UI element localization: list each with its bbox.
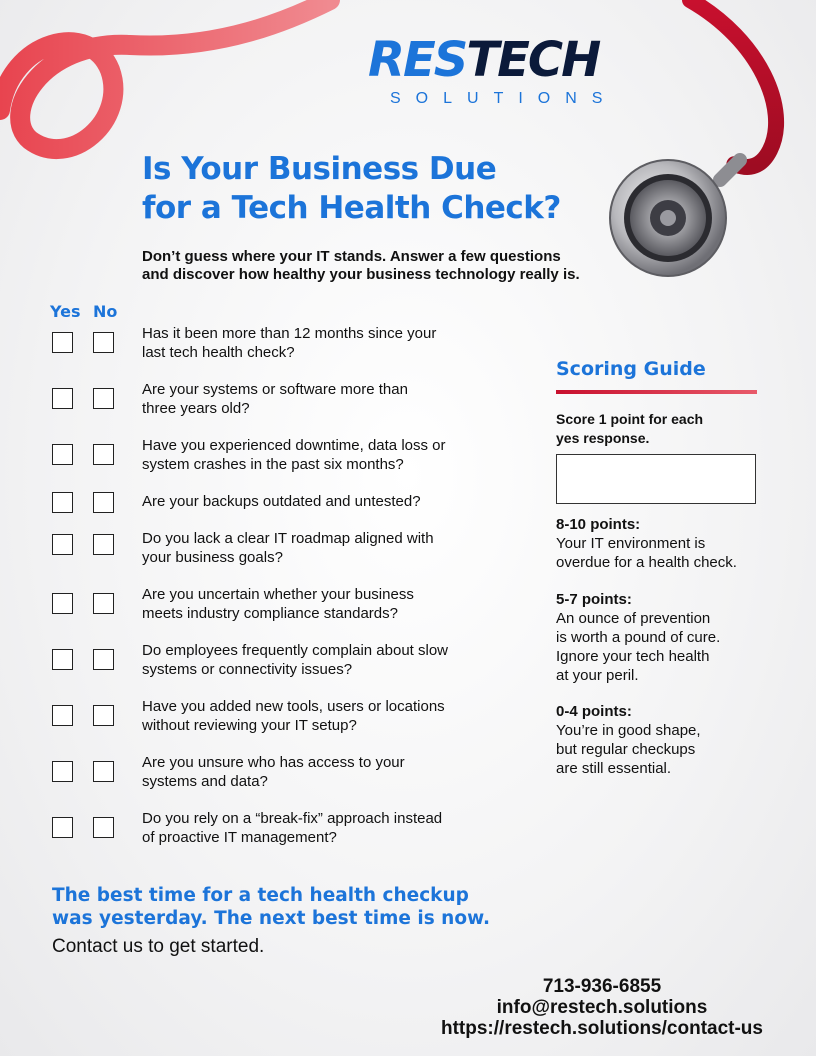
page-title: Is Your Business Due for a Tech Health Check? xyxy=(142,151,561,226)
score-tier-mid: 5-7 points: An ounce of prevention is worth a pound of cure. Ignore your tech health at your peril. xyxy=(556,591,721,684)
question-text: Do you lack a clear IT roadmap aligned with your business goals? xyxy=(142,530,434,566)
restech-logo xyxy=(368,30,648,112)
call-to-action: The best time for a tech health checkup was yesterday. The next best time is now. xyxy=(52,885,491,929)
yes-checkbox[interactable] xyxy=(52,332,73,353)
no-checkbox[interactable] xyxy=(93,534,114,555)
scoring-guide-divider xyxy=(556,390,757,394)
question-text: Are your systems or software more than three years old? xyxy=(142,381,408,417)
question-row xyxy=(52,697,502,737)
question-row xyxy=(52,436,502,476)
question-text: Do employees frequently complain about slow systems or connectivity issues? xyxy=(142,642,448,678)
yes-checkbox[interactable] xyxy=(52,817,73,838)
no-checkbox[interactable] xyxy=(93,388,114,409)
question-row xyxy=(52,753,502,793)
question-row xyxy=(52,324,502,364)
yes-checkbox[interactable] xyxy=(52,492,73,513)
logo-wordmark: RESTECH xyxy=(368,32,600,88)
no-checkbox[interactable] xyxy=(93,332,114,353)
question-text: Are you unsure who has access to your systems and data? xyxy=(142,754,405,790)
question-text: Are you uncertain whether your business meets industry compliance standards? xyxy=(142,586,414,622)
contact-block xyxy=(420,976,784,1039)
scoring-guide-title: Scoring Guide xyxy=(556,358,706,380)
email-link[interactable]: info@restech.solutions xyxy=(496,997,708,1018)
score-tier-low: 0-4 points: You’re in good shape, but regular checkups are still essential. xyxy=(556,703,701,777)
question-row xyxy=(52,585,502,625)
yes-checkbox[interactable] xyxy=(52,705,73,726)
yes-checkbox[interactable] xyxy=(52,593,73,614)
no-checkbox[interactable] xyxy=(93,817,114,838)
yes-checkbox[interactable] xyxy=(52,534,73,555)
no-column-header: No xyxy=(93,302,118,321)
website-link[interactable]: https://restech.solutions/contact-us xyxy=(441,1018,763,1039)
no-checkbox[interactable] xyxy=(93,649,114,670)
question-row xyxy=(52,641,502,681)
yes-checkbox[interactable] xyxy=(52,444,73,465)
no-checkbox[interactable] xyxy=(93,761,114,782)
question-row xyxy=(52,529,502,569)
question-text: Has it been more than 12 months since your last tech health check? xyxy=(142,325,437,361)
question-row xyxy=(52,380,502,420)
no-checkbox[interactable] xyxy=(93,593,114,614)
question-text: Do you rely on a “break-fix” approach instead of proactive IT management? xyxy=(142,810,443,846)
score-tier-high: 8-10 points: Your IT environment is overdue for a health check. xyxy=(556,516,737,571)
contact-prompt: Contact us to get started. xyxy=(52,936,265,957)
no-checkbox[interactable] xyxy=(93,705,114,726)
no-checkbox[interactable] xyxy=(93,492,114,513)
question-row xyxy=(52,809,502,849)
question-text: Have you experienced downtime, data loss or system crashes in the past six months? xyxy=(142,437,446,473)
score-input-box[interactable] xyxy=(556,454,756,504)
page-subtitle: Don’t guess where your IT stands. Answer a few questions and discover how healthy your business technology really is. xyxy=(142,248,580,283)
yes-column-header: Yes xyxy=(50,302,81,321)
yes-checkbox[interactable] xyxy=(52,649,73,670)
question-row xyxy=(52,492,502,532)
yes-checkbox[interactable] xyxy=(52,388,73,409)
question-text: Have you added new tools, users or locations without reviewing your IT setup? xyxy=(142,698,445,734)
no-checkbox[interactable] xyxy=(93,444,114,465)
scoring-instructions: Score 1 point for each yes response. xyxy=(556,411,704,446)
phone-number[interactable]: 713-936-6855 xyxy=(542,976,662,997)
logo-tagline: SOLUTIONS xyxy=(390,90,618,107)
yes-checkbox[interactable] xyxy=(52,761,73,782)
question-text: Are your backups outdated and untested? xyxy=(142,493,421,510)
